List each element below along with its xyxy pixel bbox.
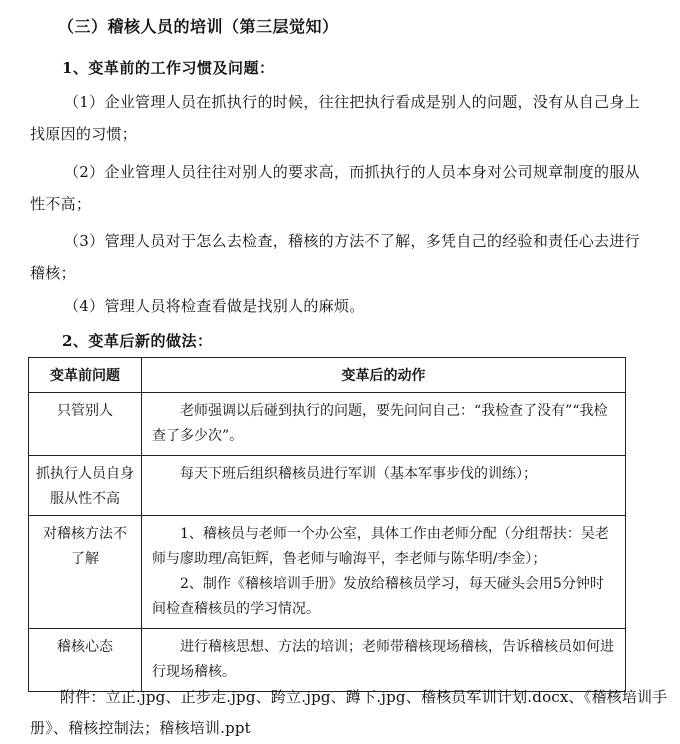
action-text: 进行稽核思想、方法的培训；老师带稽核现场稽核，告诉稽核员如何进行现场稽核。 [152,639,614,680]
action-text: 2、制作《稽核培训手册》发放给稽核员学习，每天碰头会用5分钟时间检查稽核员的学习情况。 [152,576,604,617]
action-cell [142,393,626,456]
change-table [28,357,626,692]
action-cell [142,456,626,516]
header-problem: 变革前问题 [29,358,142,393]
table-row [29,393,626,456]
problem-cell: 稽核心态 [29,629,142,692]
action-text: 1、稽核员与老师一个办公室，具体工作由老师分配（分组帮扶：吴老师与廖助理/高钜辉，鲁老师与喻海平，李老师与陈华明/李金）； [152,526,609,567]
problem-cell: 抓执行人员自身服从性不高 [29,456,142,516]
part2-heading: 2、变革后新的做法： [62,332,213,350]
action-text: 每天下班后组织稽核员进行军训（基本军事步伐的训练）； [180,466,537,482]
problem-item-4: （4）管理人员将检查看做是找别人的麻烦。 [64,297,365,315]
table-header-row [29,358,626,393]
part1-heading: 1、变革前的工作习惯及问题： [62,59,275,77]
problem-item-2: （2）企业管理人员往往对别人的要求高，而抓执行的人员本身对公司规章制度的服从性不高； [30,163,640,213]
action-cell [142,516,626,629]
table-row [29,516,626,629]
header-action: 变革后的动作 [142,358,626,393]
section-title: （三）稽核人员的培训（第三层觉知） [58,17,339,36]
table-row [29,456,626,516]
problem-cell: 对稽核方法不了解 [29,516,142,629]
problem-item-3: （3）管理人员对于怎么去检查，稽核的方法不了解，多凭自己的经验和责任心去进行稽核； [30,232,640,282]
attachments-line: 附件：立正.jpg、正步走.jpg、跨立.jpg、蹲下.jpg、稽核员军训计划.docx、《稽核培训手册》、稽核控制法；稽核培训.ppt [30,688,668,737]
problem-item-1: （1）企业管理人员在抓执行的时候，往往把执行看成是别人的问题，没有从自己身上找原因的习惯； [30,93,640,143]
action-text: 老师强调以后碰到执行的问题，要先问问自己：“我检查了没有”“我检查了多少次”。 [152,403,608,444]
problem-cell: 只管别人 [29,393,142,456]
